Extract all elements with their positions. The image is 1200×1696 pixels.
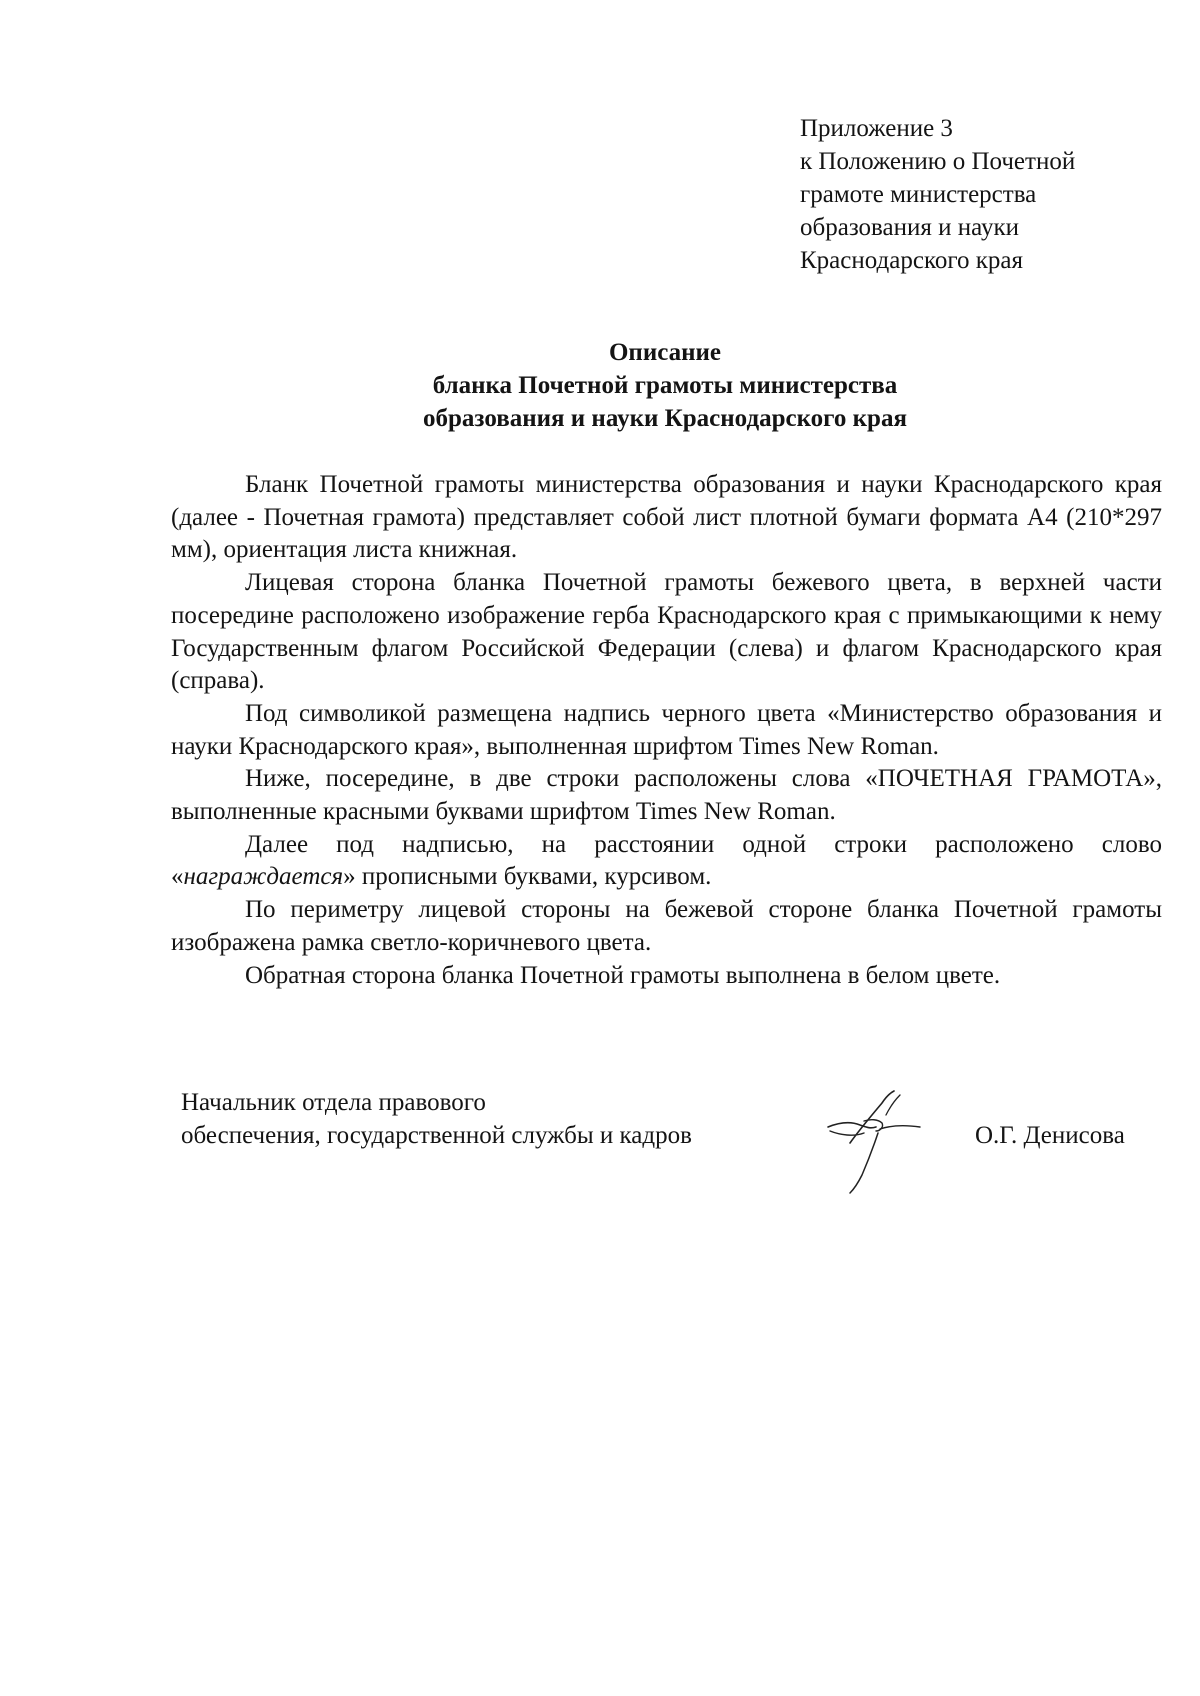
body-paragraph <box>171 829 1162 894</box>
body-paragraph: Ниже, посередине, в две строки расположены слова «ПОЧЕТНАЯ ГРАМОТА», выполненные красными буквами шрифтом Times New Roman. <box>171 765 1162 826</box>
signer-name: О.Г. Денисова <box>975 1122 1125 1149</box>
handwritten-signature <box>820 1085 940 1195</box>
position-line: обеспечения, государственной службы и кадров <box>181 1122 692 1149</box>
body-paragraph: По периметру лицевой стороны на бежевой стороне бланка Почетной грамоты изображена рамка светло-коричневого цвета. <box>171 896 1162 956</box>
document-title <box>150 336 1180 435</box>
document-body <box>171 469 1162 992</box>
paragraph-text: Далее под надписью, на расстоянии одной строки расположено слово « <box>171 830 1162 891</box>
appendix-line: грамоте министерства <box>800 181 1037 208</box>
title-line: Описание <box>608 339 722 366</box>
appendix-line: Краснодарского края <box>800 247 1023 274</box>
title-line: образования и науки Краснодарского края <box>423 405 907 432</box>
appendix-line: Приложение 3 <box>800 115 953 142</box>
signer-position <box>181 1086 781 1152</box>
body-paragraph: Бланк Почетной грамоты министерства образования и науки Краснодарского края (далее - Почетная грамота) представляет собой лист плотной бумаги формата А4 (210*297 мм), ориентация листа книжная. <box>171 471 1162 564</box>
appendix-line: образования и науки <box>800 214 1019 241</box>
title-line: бланка Почетной грамоты министерства <box>432 372 898 399</box>
body-paragraph: Лицевая сторона бланка Почетной грамоты бежевого цвета, в верхней части посередине расположено изображение герба Краснодарского края с примыкающими к нему Государственным флагом Российской Федерации (слева) и флагом Краснодарского края (справа). <box>171 569 1162 695</box>
body-paragraph: Под символикой размещена надпись черного цвета «Министерство образования и науки Краснодарского края», выполненная шрифтом Times New Roman. <box>171 699 1162 760</box>
appendix-note <box>800 112 1160 277</box>
italic-word: награждается <box>183 863 344 891</box>
appendix-line: к Положению о Почетной <box>800 148 1076 175</box>
body-paragraph: Обратная сторона бланка Почетной грамоты выполнена в белом цвете. <box>245 961 1001 989</box>
position-line: Начальник отдела правового <box>181 1089 486 1116</box>
paragraph-text: » прописными буквами, курсивом. <box>343 863 712 891</box>
